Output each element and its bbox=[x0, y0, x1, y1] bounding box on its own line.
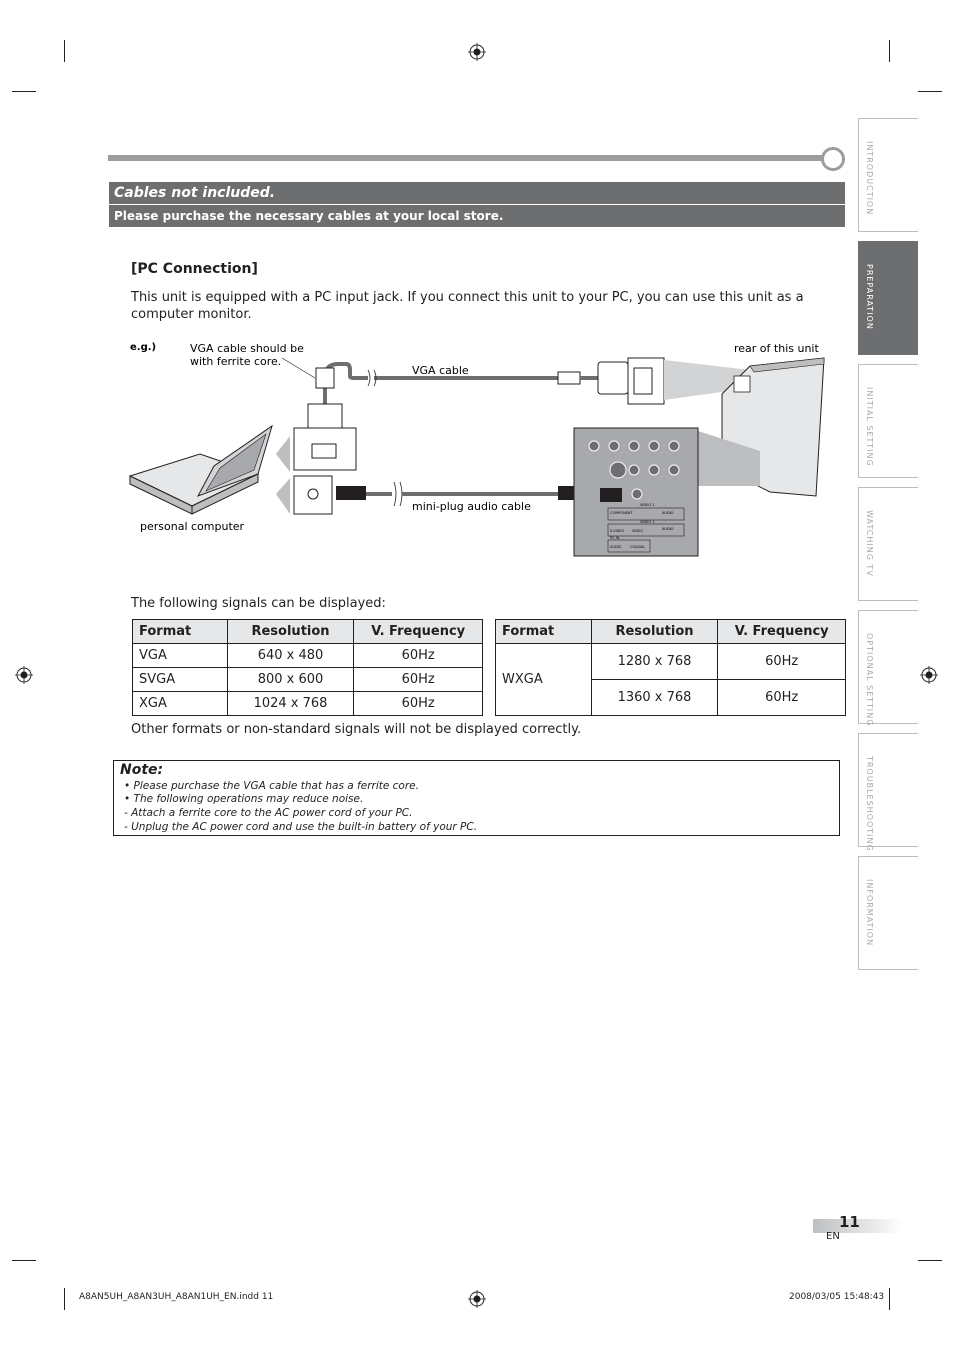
cables-not-included-banner: Cables not included. bbox=[109, 182, 845, 204]
cell-resolution: 1280 x 768 bbox=[591, 644, 718, 680]
cell-frequency: 60Hz bbox=[718, 680, 846, 716]
header-format: Format bbox=[496, 620, 592, 644]
tab-label: PREPARATION bbox=[865, 264, 874, 330]
cell-resolution: 1360 x 768 bbox=[591, 680, 718, 716]
cell-resolution: 640 x 480 bbox=[227, 644, 354, 668]
registration-mark-icon bbox=[15, 666, 33, 684]
crop-mark bbox=[918, 1260, 942, 1261]
panel-label: COMPONENT bbox=[610, 511, 633, 515]
note-line: • The following operations may reduce noise. bbox=[124, 793, 364, 805]
tab-information[interactable] bbox=[858, 856, 918, 970]
table-row bbox=[133, 692, 483, 716]
intro-paragraph: This unit is equipped with a PC input jack. If you connect this unit to your PC, you can use this unit as a computer monitor. bbox=[131, 290, 804, 322]
signals-intro: The following signals can be displayed: bbox=[131, 596, 386, 611]
header-frequency: V. Frequency bbox=[718, 620, 846, 644]
purchase-cables-banner: Please purchase the necessary cables at your local store. bbox=[109, 205, 845, 227]
registration-mark-icon bbox=[468, 43, 486, 61]
eg-label: e.g.) bbox=[130, 342, 157, 353]
header-rule bbox=[108, 155, 824, 161]
note-box bbox=[113, 760, 840, 836]
cell-frequency: 60Hz bbox=[354, 692, 483, 716]
footer-datetime: 2008/03/05 15:48:43 bbox=[789, 1292, 885, 1302]
panel-label: AUDIO bbox=[610, 545, 622, 549]
crop-mark bbox=[889, 40, 890, 62]
footer-filename: A8AN5UH_A8AN3UH_A8AN1UH_EN.indd 11 bbox=[79, 1292, 274, 1302]
signals-table-right bbox=[495, 619, 846, 716]
tab-initial-setting[interactable] bbox=[858, 364, 918, 478]
zoom-arrow-audio bbox=[276, 478, 290, 514]
note-title: Note: bbox=[120, 762, 164, 778]
tab-label: OPTIONAL SETTING bbox=[865, 633, 874, 727]
registration-mark-icon bbox=[468, 1290, 486, 1308]
registration-mark-icon bbox=[920, 666, 938, 684]
zoom-arrow-vga bbox=[276, 436, 290, 472]
section-heading: [PC Connection] bbox=[131, 261, 258, 277]
page-number: 11 bbox=[839, 1213, 860, 1231]
header-resolution: Resolution bbox=[227, 620, 354, 644]
mini-plug-label: mini-plug audio cable bbox=[412, 500, 531, 513]
other-formats-text: Other formats or non-standard signals will not be displayed correctly. bbox=[131, 722, 582, 737]
cell-frequency: 60Hz bbox=[354, 644, 483, 668]
table-row bbox=[496, 644, 846, 680]
panel-label: PC IN bbox=[610, 536, 620, 540]
header-frequency: V. Frequency bbox=[354, 620, 483, 644]
panel-label: COAXIAL bbox=[630, 545, 646, 549]
crop-mark bbox=[64, 40, 65, 62]
tab-optional-setting[interactable] bbox=[858, 610, 918, 727]
crop-mark bbox=[918, 91, 942, 92]
ferrite-note-line1: VGA cable should be bbox=[190, 342, 304, 355]
header-format: Format bbox=[133, 620, 228, 644]
cell-format: SVGA bbox=[133, 668, 228, 692]
table-row bbox=[133, 668, 483, 692]
tab-troubleshooting[interactable] bbox=[858, 733, 918, 852]
crop-mark bbox=[889, 1288, 890, 1310]
crop-mark bbox=[12, 1260, 36, 1261]
crop-mark bbox=[64, 1288, 65, 1310]
tab-watching-tv[interactable] bbox=[858, 487, 918, 601]
panel-label: VIDEO bbox=[632, 529, 644, 533]
header-resolution: Resolution bbox=[591, 620, 718, 644]
header-rule-circle bbox=[821, 147, 845, 171]
cell-format: WXGA bbox=[496, 644, 592, 716]
tab-introduction[interactable] bbox=[858, 118, 918, 232]
panel-label: AUDIO bbox=[662, 511, 674, 515]
page-language: EN bbox=[826, 1231, 840, 1242]
note-line: - Unplug the AC power cord and use the built-in battery of your PC. bbox=[124, 821, 478, 833]
panel-label: S-VIDEO bbox=[610, 529, 625, 533]
ferrite-note-line2: with ferrite core. bbox=[190, 355, 282, 368]
panel-label: VIDEO 1 bbox=[640, 520, 655, 524]
rear-unit-label: rear of this unit bbox=[734, 342, 819, 355]
tab-label: WATCHING TV bbox=[865, 510, 874, 577]
tab-label: INTRODUCTION bbox=[865, 141, 874, 216]
cell-format: XGA bbox=[133, 692, 228, 716]
laptop-illustration bbox=[130, 426, 272, 514]
crop-mark bbox=[12, 91, 36, 92]
cell-frequency: 60Hz bbox=[354, 668, 483, 692]
ferrite-pointer-line bbox=[282, 358, 315, 378]
cell-resolution: 800 x 600 bbox=[227, 668, 354, 692]
note-line: • Please purchase the VGA cable that has a ferrite core. bbox=[124, 780, 419, 792]
cell-format: VGA bbox=[133, 644, 228, 668]
panel-label: AUDIO bbox=[662, 527, 674, 531]
connection-diagram bbox=[110, 336, 830, 568]
table-row bbox=[133, 644, 483, 668]
tab-preparation[interactable] bbox=[858, 241, 918, 355]
vga-cable-label: VGA cable bbox=[412, 364, 469, 377]
input-panel bbox=[574, 428, 760, 556]
audio-port-inset bbox=[294, 476, 332, 514]
cell-resolution: 1024 x 768 bbox=[227, 692, 354, 716]
tab-label: INFORMATION bbox=[865, 879, 874, 947]
tab-label: TROUBLESHOOTING bbox=[865, 756, 874, 852]
panel-label: VIDEO 2 bbox=[640, 503, 655, 507]
tab-label: INITIAL SETTING bbox=[865, 387, 874, 467]
note-line: - Attach a ferrite core to the AC power cord of your PC. bbox=[124, 807, 413, 819]
cell-frequency: 60Hz bbox=[718, 644, 846, 680]
signals-table-left bbox=[132, 619, 483, 716]
personal-computer-label: personal computer bbox=[140, 520, 245, 533]
